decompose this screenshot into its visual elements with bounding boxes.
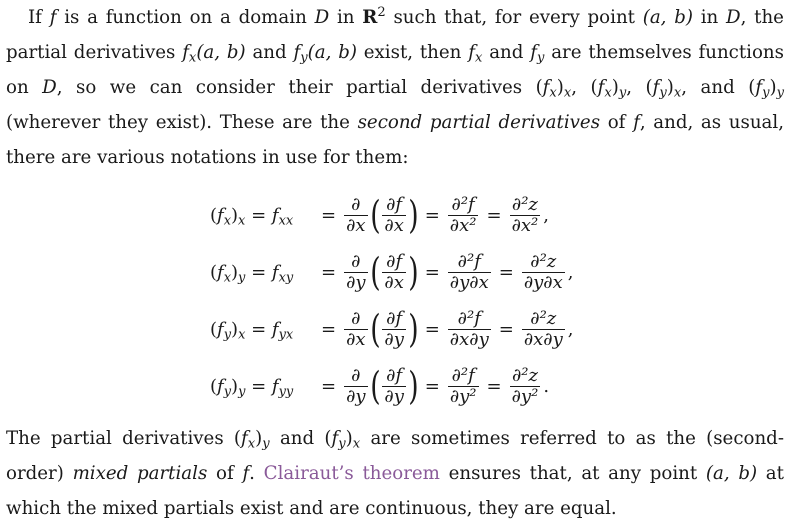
inner-derivative: $\frac{\partial f}{\partial x}$ — [384, 250, 404, 293]
second-derivative-f: $\frac{\text{∂²f}}{\text{∂x²}}$ — [449, 193, 477, 236]
second-derivative-z: $\frac{\text{∂²z}}{\partial x\partial y}$ — [523, 307, 563, 350]
second-derivative-f: $\frac{\text{∂²f}}{\text{∂y²}}$ — [449, 364, 477, 407]
inner-derivative: $\frac{\partial f}{\partial y}$ — [384, 364, 404, 407]
second-derivative-z: $\frac{\text{∂²z}}{\text{∂x²}}$ — [511, 193, 539, 236]
second-derivative-f: $\frac{\text{∂²f}}{\partial x\partial y}$ — [449, 307, 489, 350]
inner-derivative: $\frac{\partial f}{\partial x}$ — [384, 193, 404, 236]
equation-lhs: $(f_y)_x = f_{yx}$ — [210, 318, 294, 343]
equation-row: $(f_x)_y = f_{xy}$ = $\frac{\partial}{\partial y}$ ( $\frac{\partial f}{\partial x}$ ) = $\frac{\text{∂²f}}{\partial y\partial x}$ = $\frac{\text{∂²z}}{\partial y\partial x}$ , — [210, 250, 574, 294]
outro-paragraph: The partial derivatives $(f_x)_y$ and $(f_y)_x$ are sometimes referred to as the (second-order) mixed partials of f. Clairaut’s theorem ensures that, at any point (a, b) at which the mixed partials exist and are continuous, they are equal. — [6, 428, 784, 519]
equation-row: $(f_x)_x = f_{xx}$ = $\frac{\partial}{\partial x}$ ( $\frac{\partial f}{\partial x}$ ) = $\frac{\text{∂²f}}{\text{∂x²}}$ = $\frac{\text{∂²z}}{\text{∂x²}}$ , — [210, 193, 549, 237]
second-derivative-z: $\frac{\text{∂²z}}{\partial y\partial x}$ — [523, 250, 563, 293]
equation-lhs: $(f_x)_x = f_{xx}$ — [210, 204, 294, 229]
equation-lhs: $(f_x)_y = f_{xy}$ — [210, 261, 294, 286]
outer-derivative: $\frac{\partial}{\partial x}$ — [346, 193, 366, 236]
inner-derivative: $\frac{\partial f}{\partial y}$ — [384, 307, 404, 350]
equation-row: $(f_y)_x = f_{yx}$ = $\frac{\partial}{\partial x}$ ( $\frac{\partial f}{\partial y}$ ) = $\frac{\text{∂²f}}{\partial x\partial y}$ = $\frac{\text{∂²z}}{\partial x\partial y}$ , — [210, 307, 574, 351]
outer-derivative: $\frac{\partial}{\partial y}$ — [346, 364, 366, 407]
intro-paragraph: If f is a function on a domain D in $R^2$ such that, for every point (a, b) in D, the partial derivatives $f_x(a$, b) and $f_y(a$, b) exist, then $f_x$ and $f_y$ are themselves functions on D, so we can consider their partial derivatives $(f_x)_x$, $(f_x)_y$, $(f_y)_x$, and $(f_y)_y$ (wherever they exist). These are the second partial derivatives of f, and, as usual, there are various notations in use for them: — [6, 4, 784, 168]
second-derivative-z: $\frac{\text{∂²z}}{\text{∂y²}}$ — [511, 364, 539, 407]
clairaut-theorem-link[interactable]: Clairaut’s theorem — [263, 463, 440, 484]
equation-lhs: $(f_y)_y = f_{yy}$ — [210, 375, 294, 400]
equation-row: $(f_y)_y = f_{yy}$ = $\frac{\partial}{\partial y}$ ( $\frac{\partial f}{\partial y}$ ) = $\frac{\text{∂²f}}{\text{∂y²}}$ = $\frac{\text{∂²z}}{\text{∂y²}}$ . — [210, 364, 550, 408]
second-derivative-f: $\frac{\text{∂²f}}{\partial y\partial x}$ — [449, 250, 489, 293]
outer-derivative: $\frac{\partial}{\partial x}$ — [346, 307, 366, 350]
outer-derivative: $\frac{\partial}{\partial y}$ — [346, 250, 366, 293]
